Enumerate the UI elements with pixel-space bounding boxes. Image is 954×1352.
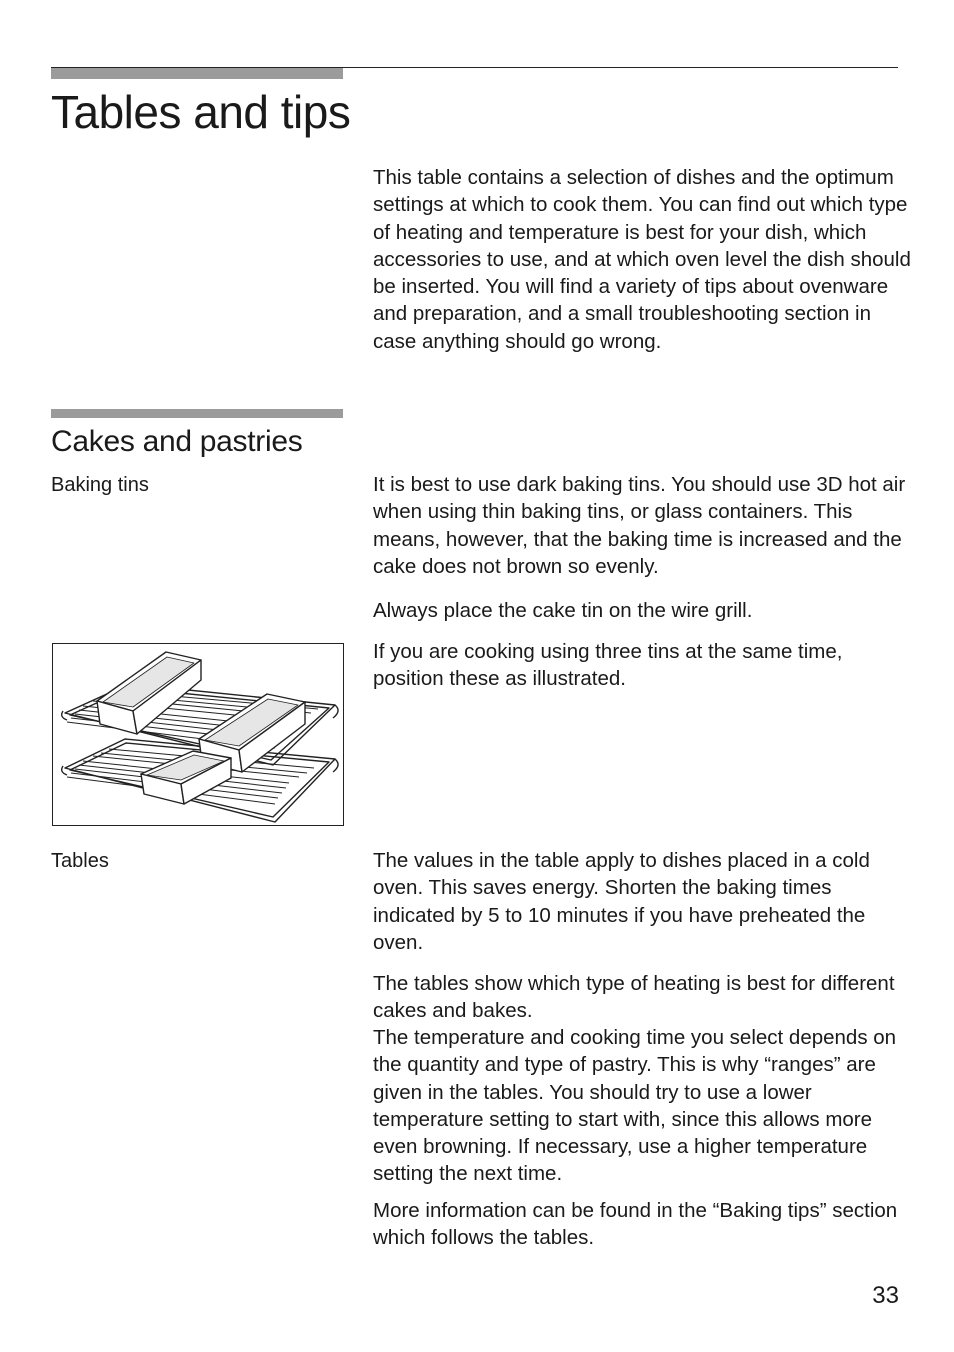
baking-tins-paragraph-2: Always place the cake tin on the wire grill. [373, 599, 753, 622]
intro-paragraph: This table contains a selection of dishes and the optimum settings at which to cook them. You can find out which type of heating and temperature is best for your dish, which accessories to use, and at which oven level the dish should be inserted. You will find a variety of tips about ovenware and preparation, and a small troubleshooting section in case anything should go wrong. [373, 166, 911, 353]
section-heading: Cakes and pastries [51, 425, 303, 458]
tables-label: Tables [51, 850, 109, 872]
tables-paragraph-3: More information can be found in the “Baking tips” section which follows the tables. [373, 1199, 898, 1250]
baking-tins-paragraph-1: It is best to use dark baking tins. You should use 3D hot air when using thin baking tins, or glass containers. This means, however, that the baking time is increased and the cake does not brown so evenly. [373, 473, 906, 578]
tables-paragraph-2b: The temperature and cooking time you select depends on the quantity and type of pastry. This is why “ranges” are given in the tables. You should try to use a lower temperature setting to start with, since this allows more even browning. If necessary, use a higher temperature setting the next time. [373, 1026, 897, 1186]
header-rule-thick [51, 68, 343, 79]
tables-paragraph-1: The values in the table apply to dishes placed in a cold oven. This saves energy. Shorten the baking times indicated by 5 to 10 minutes if you have preheated the oven. [373, 849, 870, 954]
tables-paragraph-2a: The tables show which type of heating is best for different cakes and bakes. [373, 972, 895, 1023]
baking-tins-illustration [52, 643, 344, 826]
page-title: Tables and tips [51, 86, 351, 138]
page-number: 33 [872, 1282, 899, 1309]
baking-tins-label: Baking tins [51, 474, 149, 496]
baking-tins-paragraph-3: If you are cooking using three tins at the same time, position these as illustrated. [373, 640, 843, 691]
section-rule [51, 409, 343, 418]
